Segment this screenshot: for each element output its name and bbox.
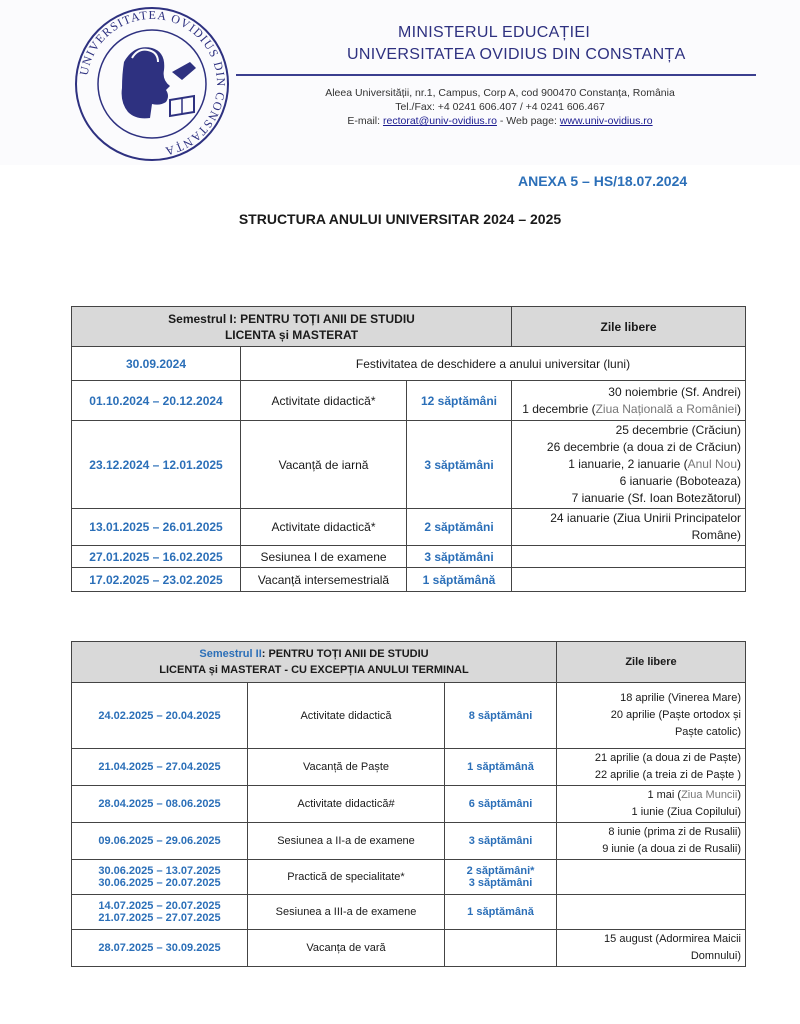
free-days-header: Zile libere [512, 307, 746, 347]
semester1-table [71, 306, 746, 592]
semester1-header: Semestrul I: PENTRU TOȚI ANII DE STUDIU LICENTA și MASTERAT [72, 307, 512, 347]
free-days-cell: 30 noiembrie (Sf. Andrei) 1 decembrie (Ziua Națională a României) [512, 381, 746, 421]
table-row: 28.04.2025 – 08.06.2025 Activitate didactică# 6 săptămâni 1 mai (Ziua Muncii) 1 iunie (Ziua Copilului) [72, 786, 746, 823]
phone: Tel./Fax: +4 0241 606.407 / +4 0241 606.467 [395, 101, 605, 113]
address: Aleea Universității, nr.1, Campus, Corp A, cod 900470 Constanța, România [325, 87, 675, 99]
ministry-name: MINISTERUL EDUCAȚIEI [398, 24, 591, 41]
opening-event: Festivitatea de deschidere a anului universitar (luni) [241, 347, 746, 381]
university-name: UNIVERSITATEA OVIDIUS DIN CONSTANȚA [347, 46, 686, 63]
table-row: 21.04.2025 – 27.04.2025 Vacanță de Paște 1 săptămână 21 aprilie (a doua zi de Paște) 22 aprilie (a treia zi de Paște ) [72, 749, 746, 786]
free-days-cell: 1 mai (Ziua Muncii) 1 iunie (Ziua Copilului) [557, 786, 746, 823]
table-row: 17.02.2025 – 23.02.2025 Vacanță intersemestrială 1 săptămână [72, 568, 746, 592]
table-row: 01.10.2024 – 20.12.2024 Activitate didactică* 12 săptămâni 30 noiembrie (Sf. Andrei) 1 decembrie (Ziua Națională a României) [72, 381, 746, 421]
free-days-cell: 21 aprilie (a doua zi de Paște) 22 aprilie (a treia zi de Paște ) [557, 749, 746, 786]
website-link[interactable]: www.univ-ovidius.ro [559, 115, 653, 127]
email-link[interactable]: rectorat@univ-ovidius.ro [382, 115, 497, 127]
table-row: 27.01.2025 – 16.02.2025 Sesiunea I de examene 3 săptămâni [72, 546, 746, 568]
free-days-cell: 24 ianuarie (Ziua Unirii Principatelor Române) [512, 509, 746, 546]
document-title: STRUCTURA ANULUI UNIVERSITAR 2024 – 2025 [238, 211, 562, 227]
free-days-cell: 8 iunie (prima zi de Rusalii) 9 iunie (a doua zi de Rusalii) [557, 823, 746, 860]
svg-text:UNIVERSITATEA OVIDIUS DIN CONS: UNIVERSITATEA OVIDIUS DIN CONSTANȚA [76, 7, 229, 159]
free-days-cell: 15 august (Adormirea Maicii Domnului) [557, 930, 746, 967]
free-days-cell: 18 aprilie (Vinerea Mare) 20 aprilie (Paște ortodox și Paște catolic) [557, 683, 746, 749]
table-row: 28.07.2025 – 30.09.2025 Vacanța de vară 15 august (Adormirea Maicii Domnului) [72, 930, 746, 967]
table-row: 30.06.2025 – 13.07.2025 30.06.2025 – 20.07.2025 Practică de specialitate* 2 săptămâni* 3 săptămâni [72, 860, 746, 895]
table-row: 09.06.2025 – 29.06.2025 Sesiunea a II-a de examene 3 săptămâni 8 iunie (prima zi de Rusalii) 9 iunie (a doua zi de Rusalii) [72, 823, 746, 860]
table-row: 13.01.2025 – 26.01.2025 Activitate didactică* 2 săptămâni 24 ianuarie (Ziua Unirii Principatelor Române) [72, 509, 746, 546]
table-row: 14.07.2025 – 20.07.2025 21.07.2025 – 27.07.2025 Sesiunea a III-a de examene 1 săptămână [72, 895, 746, 930]
university-seal-logo [72, 4, 232, 164]
opening-date: 30.09.2024 [72, 347, 241, 381]
contact-block [300, 86, 700, 128]
semester2-header: Semestrul II: PENTRU TOȚI ANII DE STUDIU LICENTA și MASTERAT - CU EXCEPȚIA ANULUI TERMINAL [72, 642, 557, 683]
semester2-table [71, 641, 746, 967]
free-days-cell: 25 decembrie (Crăciun) 26 decembrie (a doua zi de Crăciun) 1 ianuarie, 2 ianuarie (Anul Nou) 6 ianuarie (Boboteaza) 7 ianuarie (Sf. Ioan Botezătorul) [512, 421, 746, 509]
letterhead [0, 0, 800, 165]
email-label: E-mail: [347, 115, 381, 127]
web-label: - Web page: [499, 115, 557, 127]
annex-reference: ANEXA 5 – HS/18.07.2024 [518, 173, 688, 189]
table-row: 24.02.2025 – 20.04.2025 Activitate didactică 8 săptămâni 18 aprilie (Vinerea Mare) 20 aprilie (Paște ortodox și Paște catolic) [72, 683, 746, 749]
free-days-header: Zile libere [557, 642, 746, 683]
header-divider [236, 74, 756, 76]
email-line [300, 114, 700, 128]
table-row: 23.12.2024 – 12.01.2025 Vacanță de iarnă 3 săptămâni 25 decembrie (Crăciun) 26 decembrie (a doua zi de Crăciun) 1 ianuarie, 2 ianuarie (Anul Nou) 6 ianuarie (Boboteaza) 7 ianuarie (Sf. Ioan Botezătorul) [72, 421, 746, 509]
